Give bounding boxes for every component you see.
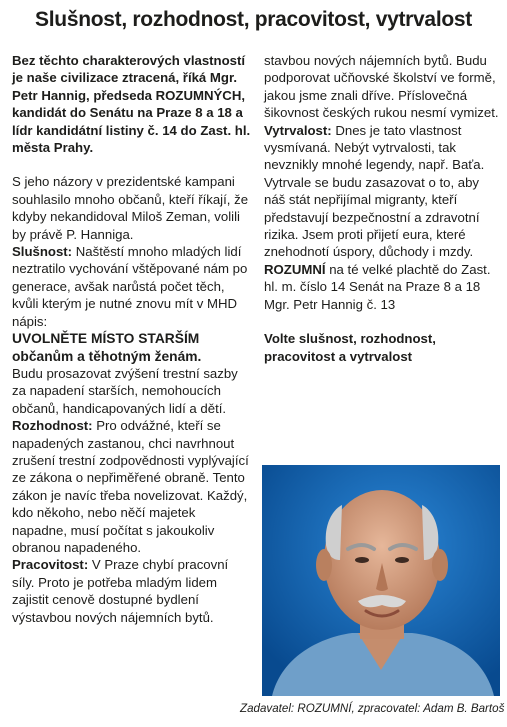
portrait-illustration bbox=[262, 465, 500, 696]
party-name: ROZUMNÍ bbox=[264, 261, 326, 277]
rozhodnost-text: Pro odvážné, kteří se napadených zastanou, chci navrhnout zrušení trestní zodpovědnosti vyplývající ze zákona o nepřiměřené obraně. Tento zákon je navíc třeba novelizovat. Každý, kdo někoho, nebo něčí majetek napadne, musí počítat s jakoukoliv obranou napadeného. bbox=[12, 418, 249, 555]
slusnost-paragraph bbox=[12, 243, 252, 330]
ballot-paragraph bbox=[264, 261, 500, 313]
pracovitost-text: V Praze chybí pracovní síly. Proto je potřeba mladým lidem zajistit cenově dostupné bydlení výstavbou nových nájemních bytů. bbox=[12, 557, 229, 625]
rozhodnost-label: Rozhodnost: bbox=[12, 418, 93, 434]
pracovitost-continued: stavbou nových nájemních bytů. Budu podporovat učňovské školství ve formě, jakou jsme znali dříve. Příslovečná šikovnost českých rukou nesmí vymizet. bbox=[264, 53, 499, 121]
pracovitost-label: Pracovitost: bbox=[12, 557, 89, 573]
ballot-text: na té velké plachtě do Zast. hl. m. číslo 14 Senát na Praze 8 a 18 Mgr. Petr Hannig č. 13 bbox=[264, 261, 491, 312]
vote-slogan: Volte slušnost, rozhodnost, pracovitost a vytrvalost bbox=[264, 331, 436, 364]
slusnost-label: Slušnost: bbox=[12, 244, 73, 260]
candidate-portrait bbox=[262, 465, 500, 696]
rozhodnost-paragraph bbox=[12, 417, 252, 556]
ad-credit: Zadavatel: ROZUMNÍ, zpracovatel: Adam B. Bartoš bbox=[240, 702, 505, 715]
intro-paragraph: Bez těchto charakterových vlastností je naše civilizace ztracená, říká Mgr. Petr Hannig, předseda ROZUMNÝCH, kandidát do Senátu na Praze 8 a 18 a lídr kandidátní listiny č. 14 do Zast. hl. města Prahy. bbox=[12, 53, 251, 156]
vytrvalost-paragraph bbox=[264, 122, 500, 261]
left-column bbox=[12, 52, 252, 626]
sentence-paragraph: Budu prosazovat zvýšení trestní sazby za napadení starších, nemohoucích občanů, handicapovaných lidí a dětí. bbox=[12, 365, 238, 416]
vytrvalost-text: Dnes je tato vlastnost vysmívaná. Nebýt vytrvalosti, tak nevznikly mnohé legendy, např. Baťa. Vytrvale se budu zasazovat o to, aby náš stát nepřijímal migranty, kteří představují bezpečnostní a zdravotní rizika. Jsem proti přijetí eura, které znehodnotí úspory, důchody i mzdy. bbox=[264, 122, 485, 260]
slusnost-text: Naštěstí mnoho mladých lidí neztratilo vychování vštěpované nám po generace, avšak narůstá počet těch, kvůli kterým je nutné znovu mít v MHD nápis: bbox=[12, 244, 248, 329]
pracovitost-paragraph bbox=[12, 556, 252, 626]
mhd-sign-text: UVOLNĚTE MÍSTO STARŠÍM občanům a těhotným ženám. bbox=[12, 331, 202, 364]
right-column bbox=[264, 52, 500, 365]
vytrvalost-label: Vytrvalost: bbox=[264, 122, 332, 138]
campaign-paragraph: S jeho názory v prezidentské kampani souhlasilo mnoho občanů, kteří říkají, že kdyby nekandidoval Miloš Zeman, volili by právě P. Hanniga. bbox=[12, 174, 249, 242]
article-title: Slušnost, rozhodnost, pracovitost, vytrvalost bbox=[35, 8, 472, 31]
